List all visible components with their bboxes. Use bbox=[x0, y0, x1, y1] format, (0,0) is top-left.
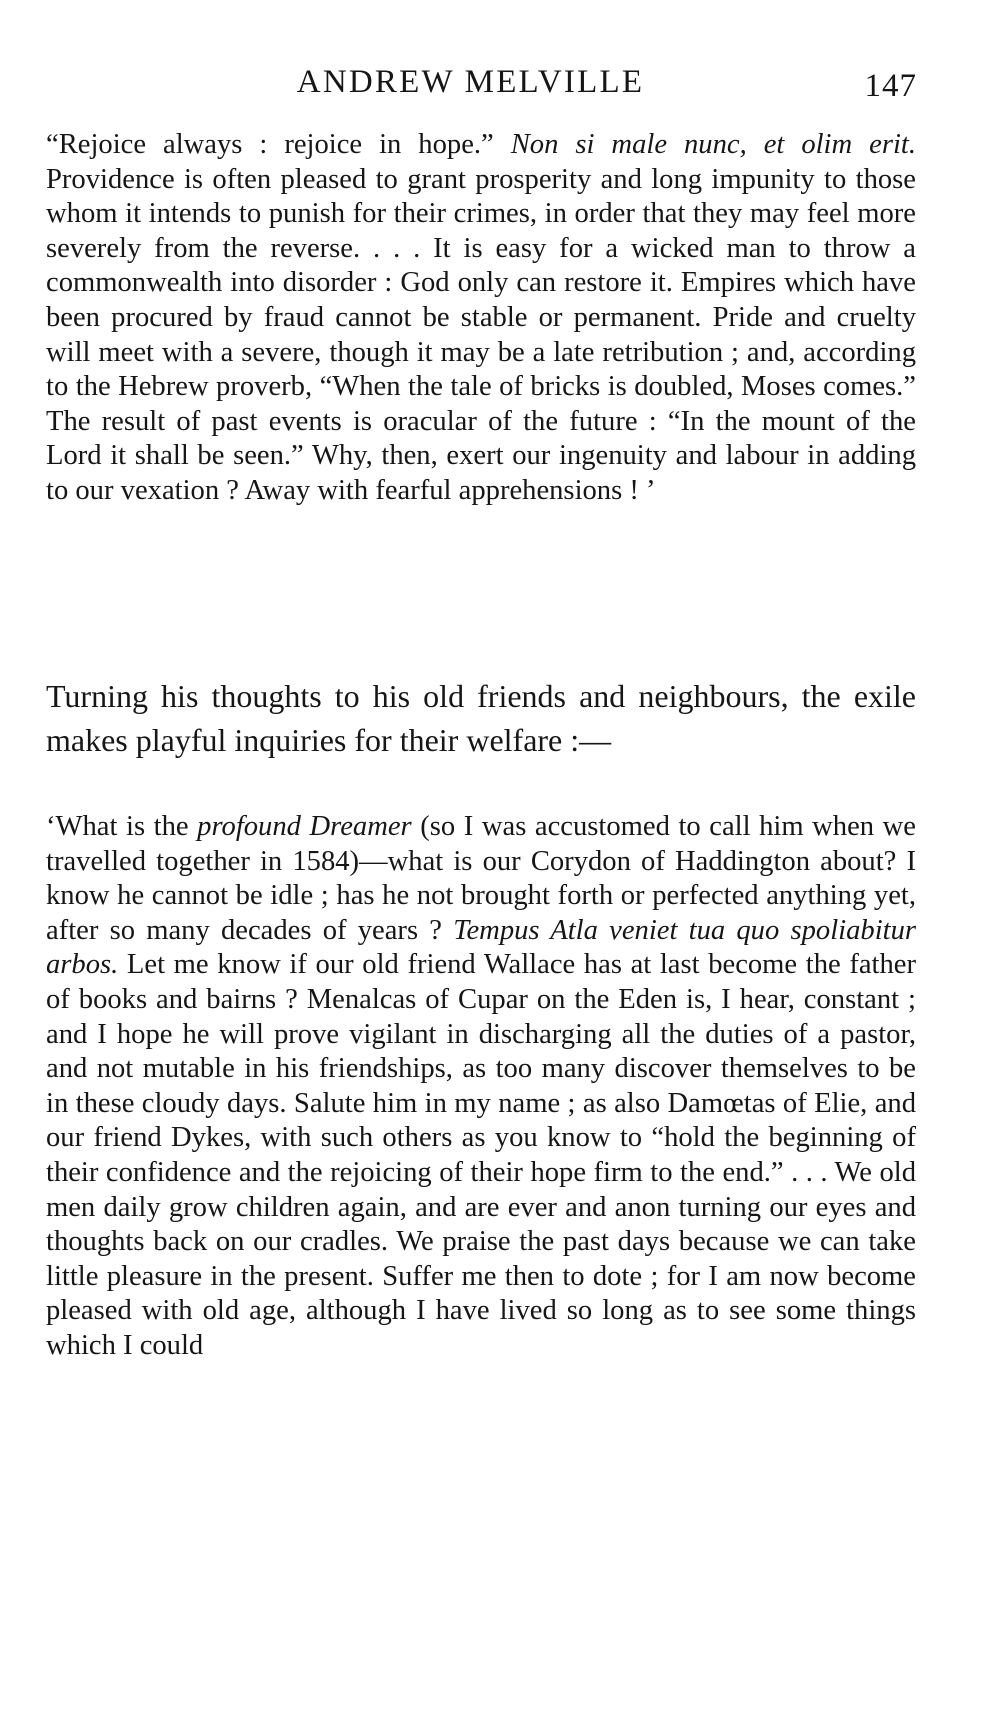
quote-text: (so I was accustomed to call him when we travelled together in 1584)—what is our Corydon of Haddington about? I know he cannot be idle ; has he not brought forth or perfected anything yet, after so many decades of years ? bbox=[46, 811, 916, 946]
narrative-text: Turning his thoughts to his old friends and neighbours, the exile makes playful inquiries for their welfare :— bbox=[46, 678, 916, 758]
latin-phrase: Tempus Atla veniet tua quo spoliabitur arbos. bbox=[46, 914, 917, 981]
quote-text: ‘What is the bbox=[46, 811, 198, 842]
italic-phrase: profound Dreamer bbox=[197, 811, 412, 842]
quotation-letter-excerpt-1 bbox=[46, 128, 916, 509]
quote-text: Providence is often pleased to grant prosperity and long impunity to those whom it intends to punish for their crimes, in order that they may feel more severely from the reverse. . . . It is easy for a wicked man to throw a commonwealth into disorder : God only can restore it. Empires which have been procured by fraud cannot be stable or permanent. Pride and cruelty will meet with a severe, though it may be a late retribution ; and, according to the Hebrew proverb, “When the tale of bricks is doubled, Moses comes.” The result of past events is oracular of the future : “In the mount of the Lord it shall be seen.” Why, then, exert our ingenuity and labour in adding to our vexation ? Away with fearful apprehensions ! ’ bbox=[46, 163, 916, 506]
quote-text: “Rejoice always : rejoice in hope.” bbox=[46, 129, 511, 160]
latin-phrase: Non si male nunc, et olim erit. bbox=[510, 129, 916, 160]
running-title: ANDREW MELVILLE bbox=[296, 64, 645, 100]
page-header bbox=[44, 60, 917, 104]
page-number: 147 bbox=[864, 68, 917, 104]
narrative-paragraph bbox=[46, 674, 916, 762]
quote-paragraph bbox=[46, 128, 916, 509]
quotation-letter-excerpt-2 bbox=[46, 810, 916, 1364]
quote-text: Let me know if our old friend Wallace has at last become the father of books and bairns ? Menalcas of Cupar on the Eden is, I hear, constant ; and I hope he will prove vigilant in discharging all the duties of a pastor, and not mutable in his friendships, as too many discover themselves to be in these cloudy days. Salute him in my name ; as also Damœtas of Elie, and our friend Dykes, with such others as you know to “hold the beginning of their confidence and the rejoicing of their hope firm to the end.” . . . We old men daily grow children again, and are ever and anon turning our eyes and thoughts back on our cradles. We praise the past days because we can take little pleasure in the present. Suffer me then to dote ; for I am now become pleased with old age, although I have lived so long as to see some things which I could bbox=[46, 949, 916, 1361]
quote-paragraph bbox=[46, 810, 916, 1364]
